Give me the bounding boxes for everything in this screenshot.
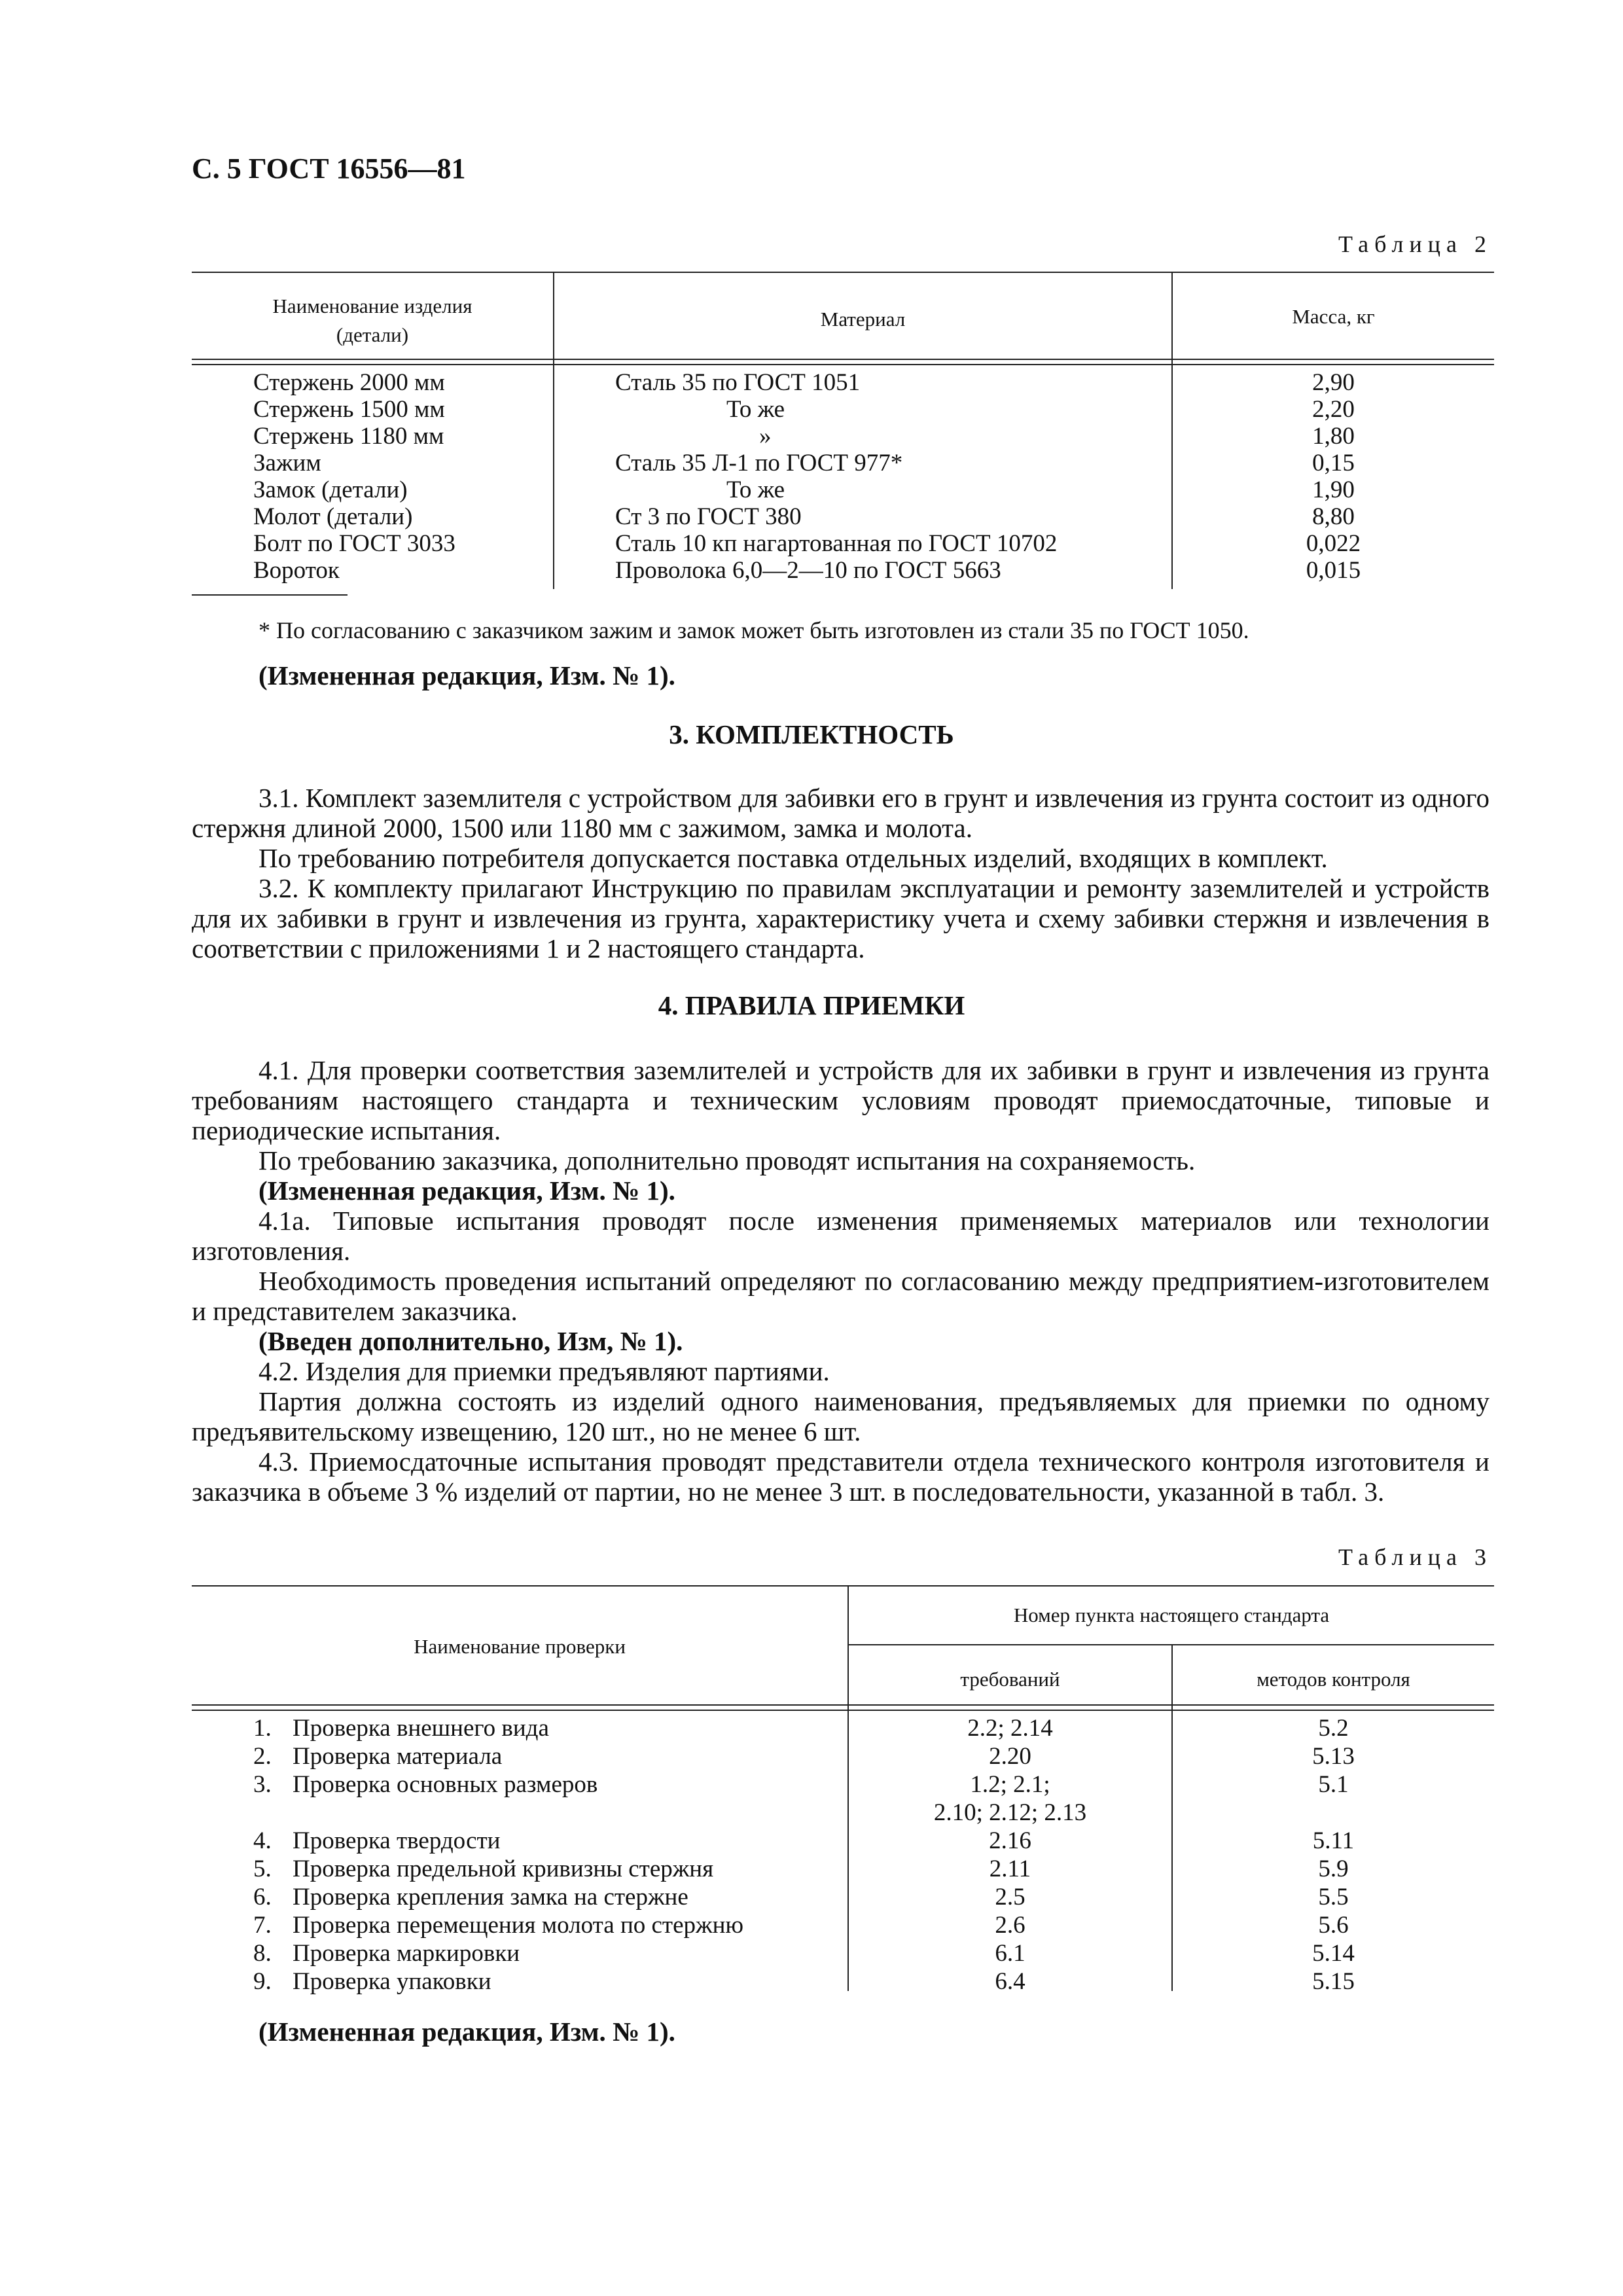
section4-paragraph: 4.1. Для проверки соответствия заземлителей и устройств для их забивки в грунт и извлечения из грунта требованиям настоящего стандарта и техническим условиям проводят приемосдаточные, типовые и периодические испытания. [192, 1055, 1489, 1145]
section4-amendment: (Введен дополнительно, Изм, № 1). [259, 1326, 683, 1356]
section3-paragraph: По требованию потребителя допускается поставка отдельных изделий, входящих в комплект. [259, 843, 1328, 873]
table2-row-mass: 1,90 [1312, 476, 1355, 503]
table2-row-name: Замок (детали) [253, 476, 408, 503]
table3-row-method: 5.1 [1318, 1771, 1349, 1798]
table2-header-rule-1 [192, 359, 1494, 360]
table2-header-name: Наименование изделия (детали) [272, 295, 473, 346]
table3-row-name: Проверка материала [293, 1743, 503, 1770]
table2-row-mass: 0,015 [1306, 557, 1361, 584]
table3-row-number: 2. [253, 1743, 272, 1770]
table3-caption: Таблица 3 [1338, 1544, 1492, 1570]
table3-row-number: 4. [253, 1827, 272, 1854]
table3-row-requirement: 2.5 [995, 1884, 1026, 1910]
table2-top-rule [192, 272, 1494, 273]
table3-subheader-rule [847, 1644, 1494, 1645]
table3-row-method: 5.2 [1318, 1715, 1349, 1742]
table2-amendment: (Измененная редакция, Изм. № 1). [259, 660, 675, 691]
table3-row-number: 1. [253, 1715, 272, 1742]
table2-row-name: Вороток [253, 557, 340, 584]
table3-row-name: Проверка перемещения молота по стержню [293, 1912, 744, 1939]
table2-header-rule-2 [192, 364, 1494, 365]
table2-row-name: Стержень 2000 мм [253, 369, 445, 396]
table3-row-method: 5.15 [1312, 1968, 1355, 1995]
section4-amendment: (Измененная редакция, Изм. № 1). [259, 1175, 675, 1206]
table2-row-name: Зажим [253, 450, 321, 476]
table2-row-material: То же [726, 396, 785, 423]
table3-row-requirement: 2.6 [995, 1912, 1026, 1939]
table3-header-rule-1 [192, 1704, 1494, 1706]
table3-row-requirement: 2.16 [989, 1827, 1031, 1854]
table3-row-name: Проверка основных размеров [293, 1771, 598, 1798]
table3-header-requirements: требований [960, 1668, 1060, 1691]
table2-row-name: Стержень 1180 мм [253, 423, 444, 450]
table2-row-material: Сталь 35 Л-1 по ГОСТ 977* [615, 450, 903, 476]
table3-header-rule-2 [192, 1710, 1494, 1711]
table3-row-requirement: 2.20 [989, 1743, 1031, 1770]
section4-paragraph: 4.1а. Типовые испытания проводят после изменения применяемых материалов или технологии изготовления. [192, 1206, 1489, 1266]
table2-row-material: Сталь 35 по ГОСТ 1051 [615, 369, 861, 396]
table2-footnote-rule [192, 594, 348, 596]
table3-row-number: 5. [253, 1856, 272, 1882]
table2-row-material: Проволока 6,0—2—10 по ГОСТ 5663 [615, 557, 1001, 584]
table2-row-name: Болт по ГОСТ 3033 [253, 530, 455, 557]
table3-row-number: 6. [253, 1884, 272, 1910]
table2-row-mass: 1,80 [1312, 423, 1355, 450]
table3-row-name: Проверка твердости [293, 1827, 501, 1854]
table2-header-mass: Масса, кг [1292, 305, 1375, 328]
table3-row-name: Проверка упаковки [293, 1968, 491, 1995]
table3-row-requirement: 2.11 [989, 1856, 1031, 1882]
table3-row-name: Проверка крепления замка на стержне [293, 1884, 688, 1910]
table3-header-group: Номер пункта настоящего стандарта [1013, 1604, 1330, 1626]
table2-header-material: Материал [820, 308, 906, 331]
table3-row-method: 5.14 [1312, 1940, 1355, 1967]
table3-row-requirement: 6.1 [995, 1940, 1026, 1967]
running-title: С. 5 ГОСТ 16556—81 [192, 152, 466, 185]
table2-row-material: » [759, 423, 772, 450]
section4-paragraph: 4.3. Приемосдаточные испытания проводят представители отдела технического контроля изготовителя и заказчика в объеме 3 % изделий от партии, но не менее 3 шт. в последовательности, указанной в табл. 3. [192, 1446, 1489, 1507]
table2-row-mass: 8,80 [1312, 503, 1355, 530]
table3-row-method: 5.13 [1312, 1743, 1355, 1770]
table2-row-material: То же [726, 476, 785, 503]
table3-row-name: Проверка внешнего вида [293, 1715, 549, 1742]
section4-paragraph: Необходимость проведения испытаний определяют по согласованию между предприятием-изготовителем и представителем заказчика. [192, 1266, 1489, 1326]
table3-header-check: Наименование проверки [414, 1635, 626, 1658]
section3-paragraph: 3.2. К комплекту прилагают Инструкцию по правилам эксплуатации и ремонту заземлителей и устройств для их забивки в грунт и извлечения из грунта, характеристику учета и схему забивки стержня и извлечения в соответствии с приложениями 1 и 2 настоящего стандарта. [192, 873, 1489, 963]
table2-row-material: Сталь 10 кп нагартованная по ГОСТ 10702 [615, 530, 1058, 557]
table3-row-number: 9. [253, 1968, 272, 1995]
table3-row-method: 5.11 [1312, 1827, 1355, 1854]
section4-title: 4. ПРАВИЛА ПРИЕМКИ [658, 990, 965, 1020]
table3-row-requirement: 6.4 [995, 1968, 1026, 1995]
table3-row-requirement: 2.2; 2.14 [967, 1715, 1053, 1742]
table3-row-number: 8. [253, 1940, 272, 1967]
table2-row-name: Стержень 1500 мм [253, 396, 445, 423]
table3-top-rule [192, 1585, 1494, 1587]
section3-title: 3. КОМПЛЕКТНОСТЬ [669, 719, 954, 749]
table3-row-method: 5.9 [1318, 1856, 1349, 1882]
table2-row-mass: 2,20 [1312, 396, 1355, 423]
table2-footnote: * По согласованию с заказчиком зажим и замок может быть изготовлен из стали 35 по ГОСТ 1050. [259, 617, 1249, 643]
table3-row-name: Проверка предельной кривизны стержня [293, 1856, 714, 1882]
section4-paragraph: 4.2. Изделия для приемки предъявляют партиями. [259, 1356, 830, 1386]
table3-row-number: 3. [253, 1771, 272, 1798]
table2-row-mass: 2,90 [1312, 369, 1355, 396]
section4-paragraph: По требованию заказчика, дополнительно проводят испытания на сохраняемость. [259, 1145, 1196, 1175]
table2-row-name: Молот (детали) [253, 503, 413, 530]
table2-row-mass: 0,022 [1306, 530, 1361, 557]
table3-row-number: 7. [253, 1912, 272, 1939]
table3-row-name: Проверка маркировки [293, 1940, 520, 1967]
section3-paragraph: 3.1. Комплект заземлителя с устройством для забивки его в грунт и извлечения из грунта состоит из одного стержня длиной 2000, 1500 или 1180 мм с зажимом, замка и молота. [192, 783, 1489, 843]
table3-row-method: 5.5 [1318, 1884, 1349, 1910]
table2-caption: Таблица 2 [1338, 231, 1492, 257]
table2-row-mass: 0,15 [1312, 450, 1355, 476]
table2-row-material: Ст 3 по ГОСТ 380 [615, 503, 802, 530]
table3-row-requirement-continued: 2.10; 2.12; 2.13 [933, 1799, 1087, 1826]
table3-row-requirement: 1.2; 2.1; [970, 1771, 1050, 1798]
table3-row-method: 5.6 [1318, 1912, 1349, 1939]
table3-amendment: (Измененная редакция, Изм. № 1). [259, 2017, 675, 2047]
table3-header-methods: методов контроля [1257, 1668, 1410, 1691]
section4-paragraph: Партия должна состоять из изделий одного наименования, предъявляемых для приемки по одному предъявительскому извещению, 120 шт., но не менее 6 шт. [192, 1386, 1489, 1446]
